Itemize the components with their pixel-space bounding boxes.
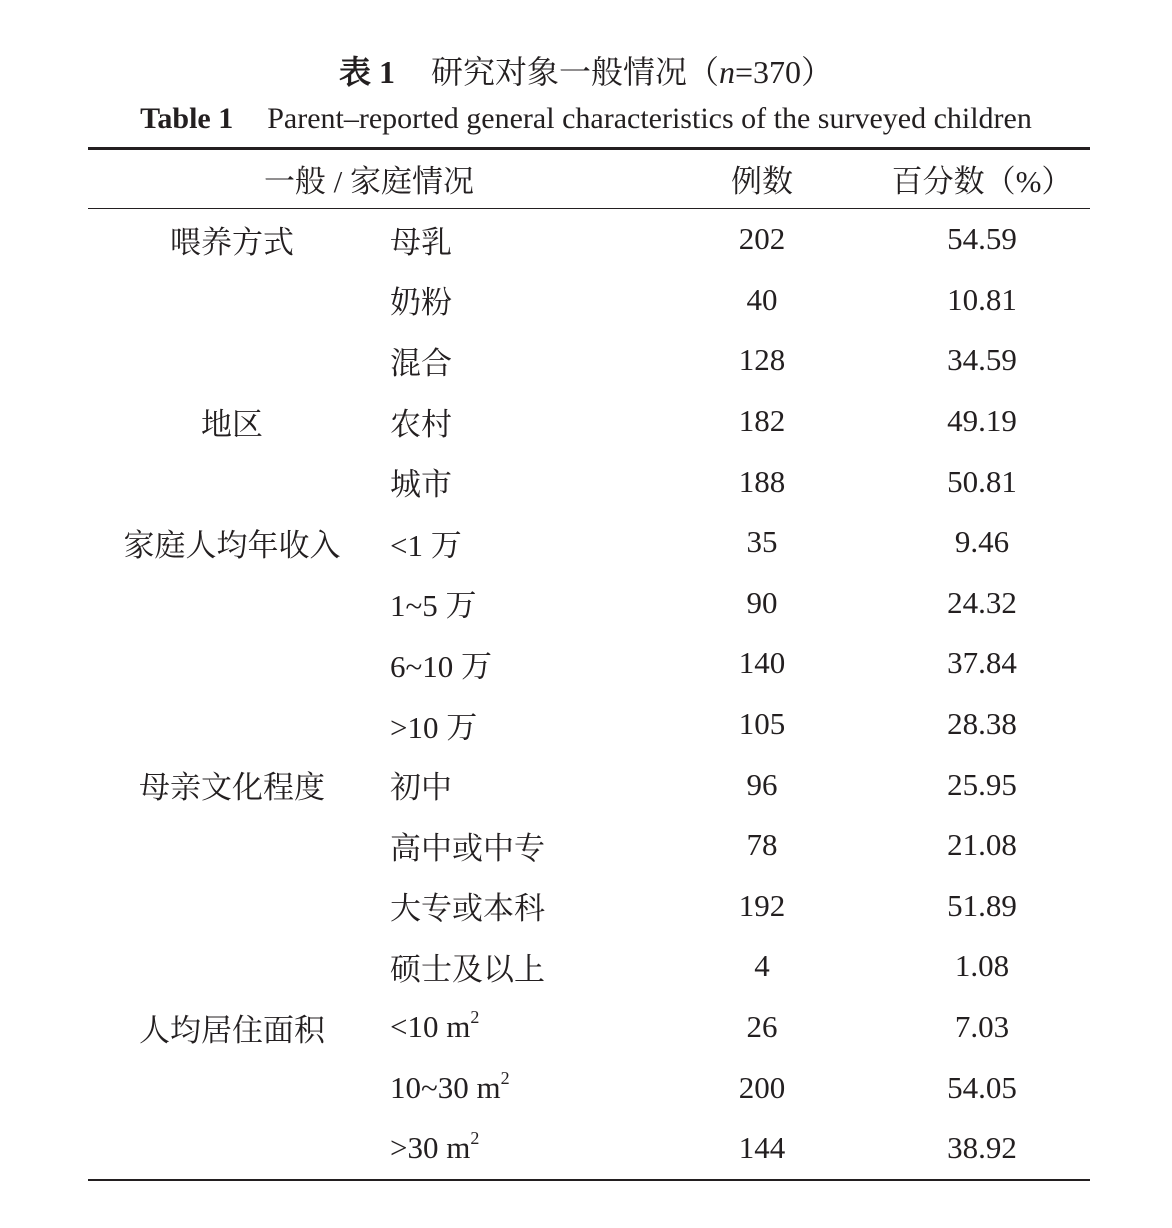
table-row (88, 754, 1090, 815)
count-value: 90 (746, 584, 778, 620)
table-label-cn: 表 1 (338, 54, 395, 90)
characteristics-table (88, 147, 1090, 1181)
count-value: 140 (738, 645, 786, 681)
category-label: 地区 (201, 406, 263, 442)
bottom-rule (88, 1179, 1090, 1182)
subcategory-cell (376, 702, 650, 747)
table-row (88, 1118, 1090, 1179)
count-value: 4 (754, 948, 770, 984)
subcategory-label: 6~10 万 (390, 648, 493, 684)
count-value: 40 (746, 281, 778, 317)
table-row (88, 876, 1090, 937)
subcategory-label: 10~30 m (390, 1069, 501, 1105)
subcategory-cell (376, 641, 650, 686)
subcategory-label: 1~5 万 (390, 588, 477, 624)
subcategory-cell (376, 1067, 650, 1106)
percent-value: 1.08 (954, 948, 1010, 984)
count-value: 188 (738, 463, 786, 499)
table-row (88, 633, 1090, 694)
count-value: 192 (738, 887, 786, 923)
subcategory-cell (376, 944, 650, 989)
percent-value: 54.05 (947, 1069, 1017, 1105)
table-row (88, 573, 1090, 634)
subcategory-label: 奶粉 (390, 285, 452, 321)
percent-value: 49.19 (947, 403, 1017, 439)
count-value: 144 (738, 1130, 786, 1166)
subcategory-label: 大专或本科 (390, 891, 545, 927)
subcategory-cell (376, 1009, 650, 1045)
count-value: 128 (738, 342, 786, 378)
subcategory-label: 城市 (390, 467, 452, 503)
count-value: 200 (738, 1069, 786, 1105)
table-row (88, 209, 1090, 270)
subcategory-label: 母乳 (390, 224, 452, 260)
table-row (88, 1057, 1090, 1118)
count-value: 26 (746, 1009, 778, 1045)
subcategory-cell (376, 399, 650, 444)
subcategory-cell (376, 580, 650, 625)
subcategory-cell (376, 883, 650, 928)
count-value: 105 (738, 706, 786, 742)
table-row (88, 997, 1090, 1058)
header-count: 例数 (731, 164, 793, 199)
subcategory-label: 硕士及以上 (390, 951, 545, 987)
subcategory-label: 混合 (390, 345, 452, 381)
count-value: 182 (738, 403, 786, 439)
sample-size-value: =370） (734, 54, 834, 90)
percent-value: 25.95 (947, 766, 1017, 802)
subcategory-cell (376, 762, 650, 807)
percent-value: 50.81 (947, 463, 1017, 499)
subcategory-label: 农村 (390, 406, 452, 442)
sample-size-variable: n (718, 54, 735, 90)
percent-value: 9.46 (954, 524, 1010, 560)
subcategory-cell (376, 520, 650, 565)
percent-value: 10.81 (947, 281, 1017, 317)
percent-value: 7.03 (954, 1009, 1010, 1045)
category-label: 喂养方式 (170, 224, 294, 260)
subcategory-cell (376, 217, 650, 262)
table-row (88, 451, 1090, 512)
unit-superscript: 2 (470, 1007, 480, 1028)
subcategory-label: 高中或中专 (390, 830, 545, 866)
category-label: 人均居住面积 (139, 1012, 325, 1048)
table-title-en-text: Parent–reported general characteristics of the surveyed children (267, 102, 1032, 135)
unit-superscript: 2 (500, 1067, 510, 1088)
count-value: 35 (746, 524, 778, 560)
table-row (88, 512, 1090, 573)
percent-value: 37.84 (947, 645, 1017, 681)
header-percent: 百分数（%） (891, 164, 1073, 199)
table-row (88, 936, 1090, 997)
percent-value: 38.92 (947, 1130, 1017, 1166)
subcategory-label: 初中 (390, 770, 452, 806)
subcategory-label: <1 万 (390, 527, 462, 563)
count-value: 96 (746, 766, 778, 802)
subcategory-label: >30 m (390, 1130, 471, 1166)
unit-superscript: 2 (470, 1128, 480, 1149)
count-value: 78 (746, 827, 778, 863)
table-header-row (88, 150, 1090, 208)
subcategory-cell (376, 277, 650, 322)
table-row (88, 330, 1090, 391)
subcategory-cell (376, 1130, 650, 1166)
table-title-en (0, 99, 1172, 139)
category-label: 母亲文化程度 (139, 770, 325, 806)
subcategory-cell (376, 338, 650, 383)
percent-value: 24.32 (947, 584, 1017, 620)
table-title-cn-text: 研究对象一般情况（ (430, 54, 719, 90)
subcategory-label: <10 m (390, 1009, 471, 1045)
percent-value: 21.08 (947, 827, 1017, 863)
percent-value: 54.59 (947, 221, 1017, 257)
table-label-en: Table 1 (140, 102, 234, 135)
table-row (88, 815, 1090, 876)
count-value: 202 (738, 221, 786, 257)
subcategory-cell (376, 823, 650, 868)
header-characteristic: 一般 / 家庭情况 (263, 164, 475, 199)
table-row (88, 270, 1090, 331)
table-body (88, 209, 1090, 1179)
subcategory-cell (376, 459, 650, 504)
subcategory-label: >10 万 (390, 709, 478, 745)
percent-value: 28.38 (947, 706, 1017, 742)
table-row (88, 694, 1090, 755)
percent-value: 51.89 (947, 887, 1017, 923)
table-row (88, 391, 1090, 452)
category-label: 家庭人均年收入 (123, 527, 341, 563)
percent-value: 34.59 (947, 342, 1017, 378)
table-title-cn (0, 50, 1172, 94)
